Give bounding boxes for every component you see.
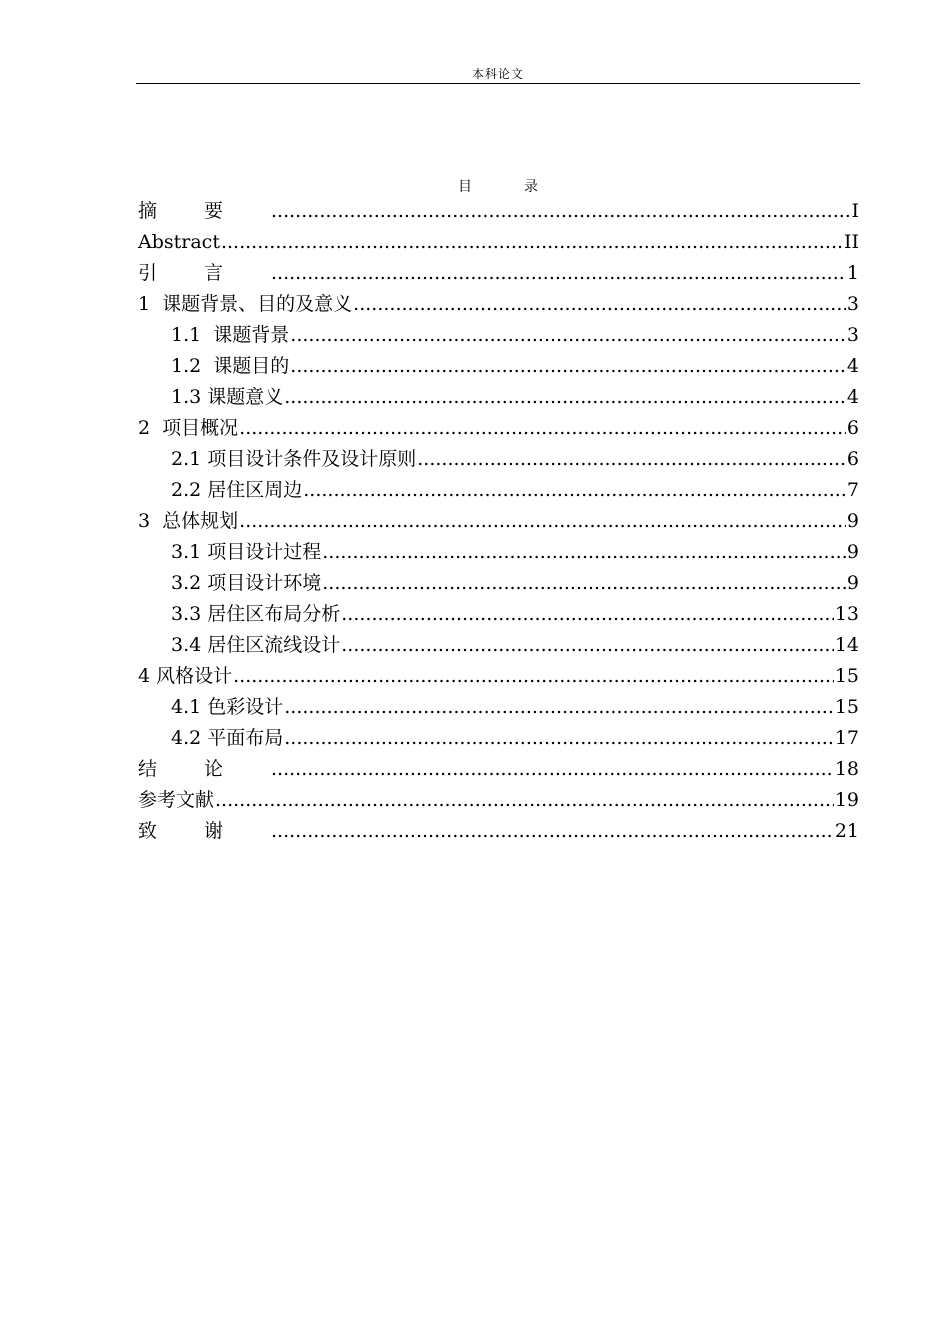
- toc-dot-leader: [353, 289, 846, 320]
- toc-entry-page: 9: [846, 572, 859, 594]
- toc-entry: [138, 692, 859, 723]
- toc-dot-leader: [290, 320, 846, 351]
- toc-entry-label: 4 风格设计: [138, 665, 233, 687]
- toc-entry-page: II: [843, 231, 859, 253]
- toc-entry-label: 3 总体规划: [138, 510, 239, 532]
- toc-entry-label: 3.4 居住区流线设计: [171, 634, 341, 656]
- toc-entry-label: 2.2 居住区周边: [171, 479, 303, 501]
- toc-entry: [138, 475, 859, 506]
- toc-title: 目录: [458, 179, 590, 195]
- toc-entry: [138, 630, 859, 661]
- toc-dot-leader: [322, 568, 846, 599]
- toc-dot-leader: [284, 692, 834, 723]
- toc-entry-page: I: [851, 200, 859, 222]
- toc-entry: [138, 444, 859, 475]
- toc-entry-page: 15: [834, 696, 859, 718]
- toc-entry-page: 3: [846, 293, 859, 315]
- toc-dot-leader: [221, 227, 843, 258]
- toc-entry-page: 13: [834, 603, 859, 625]
- toc-entry: [138, 289, 859, 320]
- toc-entry-label: 3.2 项目设计环境: [171, 572, 322, 594]
- toc-entry: [138, 568, 859, 599]
- toc-entry-page: 17: [834, 727, 859, 749]
- running-header: 本科论文: [471, 67, 524, 81]
- toc-entry-page: 19: [834, 789, 859, 811]
- toc-entry-page: 14: [834, 634, 859, 656]
- toc-dot-leader: [271, 196, 850, 227]
- toc-entry-page: 4: [846, 355, 859, 377]
- toc-entry-label: 3.1 项目设计过程: [171, 541, 322, 563]
- toc-entry: [138, 816, 859, 847]
- toc-entry: [138, 413, 859, 444]
- toc-entry-label: 2 项目概况: [138, 417, 239, 439]
- toc-entry-label: 引言: [138, 262, 271, 284]
- toc-dot-leader: [239, 506, 846, 537]
- toc-entry-page: 1: [846, 262, 859, 284]
- toc-entry: [138, 723, 859, 754]
- toc-entry-label: 致谢: [138, 820, 271, 842]
- toc-entry-page: 4: [846, 386, 859, 408]
- toc-entry-label: 1.1 课题背景: [171, 324, 290, 346]
- toc-entry: [138, 382, 859, 413]
- toc-entry: [138, 258, 859, 289]
- toc-entry-label: 4.2 平面布局: [171, 727, 284, 749]
- toc-entry-label: Abstract: [138, 231, 220, 253]
- toc-dot-leader: [239, 413, 846, 444]
- toc-entry-label: 1 课题背景、目的及意义: [138, 293, 353, 315]
- toc-dot-leader: [284, 382, 846, 413]
- toc-entry: [138, 196, 859, 227]
- toc-dot-leader: [322, 537, 846, 568]
- toc-dot-leader: [271, 816, 834, 847]
- toc-dot-leader: [303, 475, 846, 506]
- toc-dot-leader: [233, 661, 834, 692]
- toc-entry-page: 6: [846, 448, 859, 470]
- toc-entry-page: 21: [834, 820, 859, 842]
- toc-entry-page: 3: [846, 324, 859, 346]
- toc-entry-label: 参考文献: [138, 789, 215, 811]
- toc-entry-label: 4.1 色彩设计: [171, 696, 284, 718]
- toc-entry: [138, 506, 859, 537]
- toc-entry: [138, 754, 859, 785]
- toc-dot-leader: [417, 444, 846, 475]
- toc-entry: [138, 661, 859, 692]
- toc-entry: [138, 320, 859, 351]
- toc-entry-page: 18: [834, 758, 859, 780]
- toc-entry-label: 2.1 项目设计条件及设计原则: [171, 448, 417, 470]
- toc-dot-leader: [284, 723, 834, 754]
- toc-entry: [138, 599, 859, 630]
- toc-entry-page: 9: [846, 510, 859, 532]
- toc-entry-label: 3.3 居住区布局分析: [171, 603, 341, 625]
- header-rule: [136, 83, 860, 84]
- toc-dot-leader: [271, 258, 846, 289]
- toc-dot-leader: [290, 351, 846, 382]
- table-of-contents: [138, 196, 859, 847]
- toc-entry-page: 7: [846, 479, 859, 501]
- toc-entry-label: 摘要: [138, 200, 271, 222]
- toc-entry: [138, 537, 859, 568]
- toc-entry-page: 9: [846, 541, 859, 563]
- toc-entry-page: 6: [846, 417, 859, 439]
- toc-entry-label: 结论: [138, 758, 271, 780]
- toc-entry-label: 1.3 课题意义: [171, 386, 284, 408]
- toc-entry-label: 1.2 课题目的: [171, 355, 290, 377]
- toc-entry: [138, 227, 859, 258]
- toc-dot-leader: [341, 630, 834, 661]
- toc-entry-page: 15: [834, 665, 859, 687]
- toc-dot-leader: [215, 785, 834, 816]
- toc-entry: [138, 785, 859, 816]
- toc-dot-leader: [341, 599, 834, 630]
- toc-entry: [138, 351, 859, 382]
- toc-dot-leader: [271, 754, 834, 785]
